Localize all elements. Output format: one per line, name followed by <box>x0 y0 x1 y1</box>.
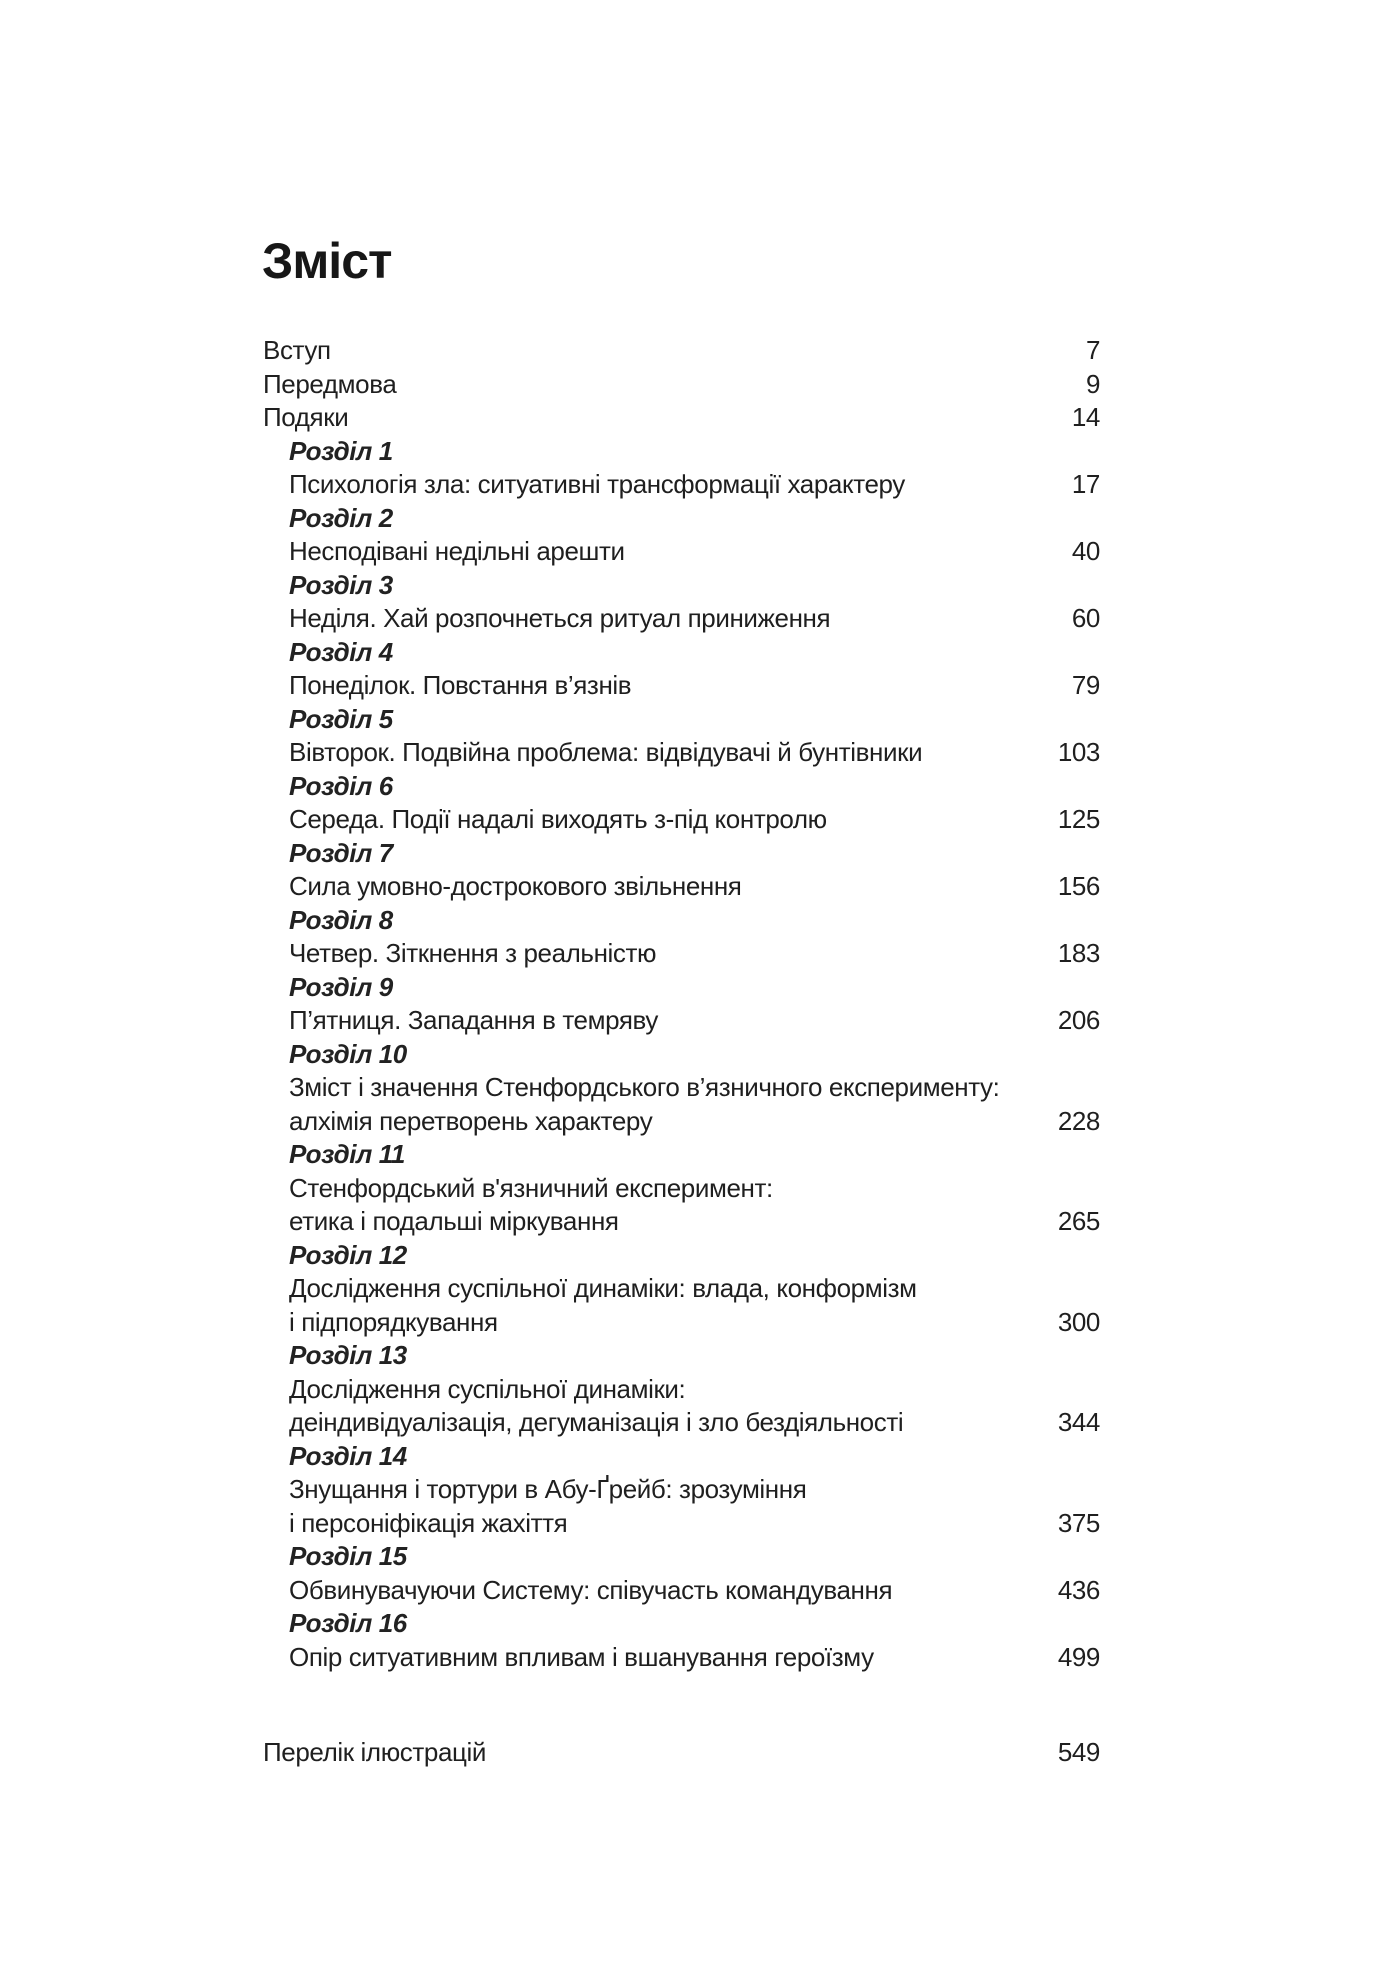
toc-entry-label: етика і подальші міркування <box>289 1206 619 1236</box>
toc-entry <box>263 334 1100 368</box>
toc-entry <box>263 837 1100 871</box>
toc-entry-label: Середа. Події надалі виходять з-під контролю <box>289 804 827 834</box>
toc-entry <box>263 1071 1100 1105</box>
toc-entry-label: деіндивідуалізація, дегуманізація і зло бездіяльності <box>289 1407 904 1437</box>
toc-entry-label: Розділ 9 <box>289 971 393 1002</box>
toc-entry <box>263 1607 1100 1641</box>
table-of-contents <box>263 334 1100 1770</box>
toc-entry-label: Розділ 15 <box>289 1541 407 1571</box>
toc-entry-label: Розділ 10 <box>289 1038 407 1069</box>
toc-entry-label: Розділ 4 <box>289 636 393 667</box>
toc-entry-label: Розділ 14 <box>289 1440 407 1471</box>
toc-entry-page: 156 <box>1057 871 1100 901</box>
toc-entry-label: Передмова <box>263 368 397 399</box>
toc-entry-page: 9 <box>1085 368 1100 399</box>
toc-entry-page: 228 <box>1057 1105 1100 1136</box>
toc-entry-page: 265 <box>1057 1206 1100 1236</box>
toc-entry <box>263 703 1100 737</box>
toc-entry-page: 183 <box>1057 938 1100 968</box>
toc-entry-label: Понеділок. Повстання в’язнів <box>289 670 632 700</box>
toc-entry <box>263 1306 1100 1340</box>
toc-entry <box>263 468 1100 502</box>
toc-entry-label: і підпорядкування <box>289 1306 498 1337</box>
toc-entry-page: 40 <box>1071 536 1100 566</box>
page-title: Зміст <box>262 233 392 289</box>
toc-entry <box>263 535 1100 569</box>
toc-entry <box>263 1507 1100 1541</box>
toc-entry <box>263 1239 1100 1273</box>
toc-entry-label: Несподівані недільні арешти <box>289 536 625 566</box>
toc-entry <box>263 502 1100 536</box>
toc-entry-page: 60 <box>1071 603 1100 633</box>
toc-entry-label: Стенфордський в'язничний експеримент: <box>289 1172 773 1203</box>
toc-entry-page: 436 <box>1057 1574 1100 1605</box>
toc-entry-page: 7 <box>1085 335 1100 365</box>
toc-entry-page: 499 <box>1057 1641 1100 1672</box>
toc-entry <box>263 736 1100 770</box>
toc-entry <box>263 1641 1100 1675</box>
toc-entry-label: Розділ 1 <box>289 435 393 466</box>
toc-entry-label: алхімія перетворень характеру <box>289 1105 653 1136</box>
toc-entry <box>263 1440 1100 1474</box>
toc-entry-label: Вступ <box>263 335 331 365</box>
toc-entry <box>263 904 1100 938</box>
toc-entry <box>263 1105 1100 1139</box>
toc-entry <box>263 435 1100 469</box>
toc-entry <box>263 1540 1100 1574</box>
toc-entry-label: Дослідження суспільної динаміки: влада, конформізм <box>289 1273 917 1303</box>
toc-entry <box>263 870 1100 904</box>
toc-entry <box>263 1138 1100 1172</box>
toc-entry <box>263 1339 1100 1373</box>
toc-entry-label: Перелік ілюстрацій <box>263 1737 487 1767</box>
toc-entry-label: Обвинувачуючи Систему: співучасть командування <box>289 1574 893 1605</box>
toc-entry <box>263 368 1100 402</box>
toc-entry-label: Неділя. Хай розпочнеться ритуал приниження <box>289 603 831 633</box>
toc-entry-label: Розділ 8 <box>289 904 393 935</box>
toc-entry <box>263 803 1100 837</box>
toc-entry-label: П’ятниця. Западання в темряву <box>289 1005 658 1035</box>
toc-entry-label: Розділ 13 <box>289 1340 407 1370</box>
toc-entry <box>263 1574 1100 1608</box>
toc-entry <box>263 1004 1100 1038</box>
toc-entry-page: 103 <box>1057 737 1100 767</box>
toc-entry-label: Розділ 5 <box>289 703 393 734</box>
toc-entry-page: 14 <box>1071 402 1100 432</box>
toc-entry-label: Розділ 16 <box>289 1608 407 1638</box>
toc-entry <box>263 1272 1100 1306</box>
toc-entry <box>263 770 1100 804</box>
toc-entry <box>263 1373 1100 1407</box>
toc-entry <box>263 602 1100 636</box>
toc-entry <box>263 971 1100 1005</box>
toc-entry-label: Розділ 7 <box>289 837 393 868</box>
toc-entry-label: Розділ 11 <box>289 1139 405 1169</box>
toc-entry-label: Розділ 12 <box>289 1239 407 1270</box>
toc-entry <box>263 1736 1100 1770</box>
toc-entry-page: 17 <box>1071 469 1100 499</box>
toc-entry-page: 206 <box>1057 1005 1100 1035</box>
toc-entry-label: і персоніфікація жахіття <box>289 1507 568 1538</box>
toc-entry-label: Дослідження суспільної динаміки: <box>289 1373 686 1404</box>
toc-entry-label: Вівторок. Подвійна проблема: відвідувачі й бунтівники <box>289 737 923 767</box>
toc-entry-label: Подяки <box>263 402 349 432</box>
toc-entry-label: Сила умовно-дострокового звільнення <box>289 871 742 901</box>
toc-entry <box>263 937 1100 971</box>
toc-entry-page: 300 <box>1057 1306 1100 1337</box>
toc-entry-page: 375 <box>1057 1507 1100 1538</box>
toc-entry-page: 125 <box>1057 804 1100 834</box>
toc-entry <box>263 636 1100 670</box>
toc-entry-page: 549 <box>1057 1737 1100 1767</box>
toc-entry <box>263 669 1100 703</box>
toc-entry-label: Розділ 6 <box>289 770 393 801</box>
toc-entry <box>263 1473 1100 1507</box>
toc-entry <box>263 1406 1100 1440</box>
toc-entry-label: Знущання і тортури в Абу-Ґрейб: зрозуміння <box>289 1474 807 1504</box>
toc-entry-label: Розділ 3 <box>289 569 393 600</box>
toc-entry <box>263 1205 1100 1239</box>
toc-entry-label: Розділ 2 <box>289 502 393 533</box>
toc-entry-label: Психологія зла: ситуативні трансформації характеру <box>289 469 905 499</box>
toc-entry <box>263 401 1100 435</box>
toc-entry-label: Зміст і значення Стенфордського в’язничного експерименту: <box>289 1072 1000 1102</box>
toc-entry <box>263 1038 1100 1072</box>
toc-entry <box>263 569 1100 603</box>
toc-entry-page: 344 <box>1057 1407 1100 1437</box>
toc-entry-label: Четвер. Зіткнення з реальністю <box>289 938 657 968</box>
toc-entry-page: 79 <box>1071 670 1100 700</box>
toc-entry <box>263 1172 1100 1206</box>
toc-entry-label: Опір ситуативним впливам і вшанування героїзму <box>289 1641 874 1672</box>
